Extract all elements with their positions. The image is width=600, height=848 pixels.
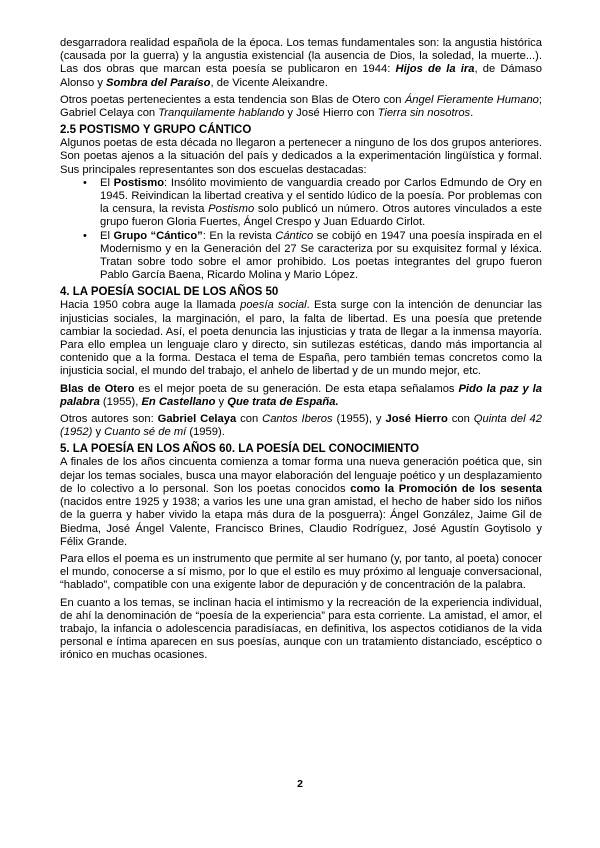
text-run: El xyxy=(100,176,114,189)
section-4-paragraph-3 xyxy=(60,413,542,439)
page-number: 2 xyxy=(297,778,303,790)
text-run: (1959). xyxy=(186,426,225,439)
text-run: . xyxy=(470,107,474,120)
work-title: En Castellano xyxy=(141,395,216,408)
text-run: (1955), y xyxy=(332,413,386,426)
list-item-postismo xyxy=(83,176,542,230)
text-run: Hacia 1950 cobra auge la llamada xyxy=(60,299,241,312)
section-4-paragraph-2 xyxy=(60,383,542,409)
text-run: Otros poetas pertenecientes a esta tendencia son Blas de Otero con xyxy=(60,93,405,106)
work-title: Pido la paz y la palabra xyxy=(60,382,542,408)
author-name: Blas de Otero xyxy=(60,382,135,395)
term-italic: poesía social xyxy=(240,299,307,312)
text-run: se cobijó en 1947 una poesía inspirada en el Modernismo y en la Generación del 27 Se caracteriza por su exquisitez formal y léxica. Tratan sobre todo sobre el amor prohibido. Los poetas integrantes del grupo fueron Pablo García Baena, Ricardo Molina y Mario López. xyxy=(100,229,542,282)
section-2-5-paragraph: Algunos poetas de esta década no llegaron a pertenecer a ninguno de los dos grupos anteriores. Son poetas ajenos a la situación del país y dedicados a la experimentación lingüística y formal. Sus principales representantes son dos escuelas destacadas: xyxy=(60,137,542,176)
author-name: Gabriel Celaya xyxy=(157,413,237,426)
work-title: Ángel Fieramente Humano xyxy=(404,93,539,106)
text-run: solo publicó un número. Otros autores vinculados a este grupo fueron Gloria Fuertes, Ángel Crespo y Juan Eduardo Cirlot. xyxy=(100,203,542,229)
intro-paragraph-2 xyxy=(60,94,542,120)
document-page xyxy=(60,37,542,663)
work-title: Cántico xyxy=(275,229,314,242)
text-run: (1955), xyxy=(99,395,142,408)
text-run: Otros autores son: xyxy=(60,413,158,426)
author-name: José Hierro xyxy=(385,413,448,426)
work-title: Tierra sin nosotros xyxy=(377,107,471,120)
text-run: con xyxy=(236,413,263,426)
section-heading-2-5: 2.5 POSTISMO Y GRUPO CÁNTICO xyxy=(60,124,252,137)
term-bold: Postismo xyxy=(113,176,165,189)
text-run: , de Vicente Aleixandre. xyxy=(210,76,328,89)
bullet-icon: • xyxy=(83,229,87,242)
text-run: : Insólito movimiento de vanguardia creado por Carlos Edmundo de Ory en 1945. Reivindican la libertad creativa y el sentido lúdico de la poesía. Por problemas con la censura, la revista xyxy=(100,176,542,216)
intro-paragraph-1 xyxy=(60,37,542,90)
bullet-icon: • xyxy=(83,176,87,189)
text-run: y xyxy=(215,395,228,408)
section-heading-5: 5. LA POESÍA EN LOS AÑOS 60. LA POESÍA DEL CONOCIMIENTO xyxy=(60,443,420,456)
work-title: Cantos Iberos xyxy=(262,413,333,426)
work-title: Hijos de la ira xyxy=(395,63,475,76)
work-title: Postismo xyxy=(208,203,255,216)
text-run: . Esta surge con la intención de denunciar las injusticias sociales, la marginación, el paro, la falta de libertad. Es una poesía que pretende cambiar la sociedad. Así, el poeta denuncia las injusticias y trata de llegar a la inmensa mayoría. Para ello emplea un lenguaje claro y directo, sin sutilezas estéticas, dando más importancia al contenido que a la forma. Destaca el tema de España, pero también temas concretos como la injusticia social, el mundo del trabajo, el anhelo de libertad y de un mundo mejor, etc. xyxy=(60,299,542,378)
list-item-cantico xyxy=(83,229,542,283)
work-title: Que trata de España. xyxy=(227,395,339,408)
section-heading-4: 4. LA POESÍA SOCIAL DE LOS AÑOS 50 xyxy=(60,286,279,299)
text-run: (nacidos entre 1925 y 1938; a varios les une una gran amistad, el hecho de haber sido los niños de la guerra y haber vivido la etapa más dura de la posguerra): Ángel González, Jaime Gil de Biedma, José Ángel Valente, Francisco Brines, Claudio Rodríguez, José Agustín Goytisolo y Félix Grande. xyxy=(60,496,542,548)
text-run: y xyxy=(95,426,102,439)
text-run: ; Gabriel Celaya con xyxy=(60,93,543,120)
work-title: Sombra del Paraíso xyxy=(106,76,211,89)
section-4-paragraph-1 xyxy=(60,299,542,378)
work-title: Tranquilamente hablando xyxy=(158,107,285,120)
text-run: desgarradora realidad española de la época. Los temas fundamentales son: la angustia histórica (causada por la guerra) y la angustia existencial (la ausencia de Dios, la soledad, la muerte...). Las dos obras que marcan esta poesía se publicaron en 1944: xyxy=(60,37,542,76)
text-run: : En la revista xyxy=(202,229,276,242)
work-title: Quinta del 42 (1952) xyxy=(60,413,542,439)
text-run: A finales de los años cincuenta comienza a tomar forma una nueva generación poética que, sin dejar los temas sociales, busca una mayor elaboración del lenguaje poético y un desplazamiento de lo colectivo a lo personal. Son los poetas conocidos xyxy=(60,456,542,495)
term-bold: como la Promoción de los sesenta xyxy=(350,482,542,495)
text-run: , de Dámaso Alonso y xyxy=(60,63,543,89)
bullet-list xyxy=(60,177,542,283)
section-5-paragraph-1 xyxy=(60,456,542,548)
text-run: El xyxy=(100,229,114,242)
text-run: es el mejor poeta de su generación. De esta etapa señalamos xyxy=(134,382,459,395)
section-5-paragraph-3: En cuanto a los temas, se inclinan hacia el intimismo y la recreación de la experiencia individual, de ahí la denominación de “poesía de la experiencia” para esta corriente. La amistad, el amor, el trabajo, la infancia o adolescencia paradisíacas, en definitiva, los aspectos cotidianos de la vida personal e íntima aparecen en sus poesías, aunque con un tratamiento distanciado, escéptico o irónico en muchas ocasiones. xyxy=(60,596,542,662)
term-bold: Grupo “Cántico” xyxy=(113,229,203,242)
section-5-paragraph-2: Para ellos el poema es un instrumento que permite al ser humano (y, por tanto, al poeta) conocer el mundo, conocerse a sí mismo, por lo que el estilo es muy próximo al lenguaje conversacional, “hablado”, compatible con una exigente labor de depuración y de concentración de la palabra. xyxy=(60,552,542,592)
text-run: y José Hierro con xyxy=(284,107,378,120)
text-run: con xyxy=(447,413,474,426)
work-title: Cuanto sé de mí xyxy=(101,426,187,439)
